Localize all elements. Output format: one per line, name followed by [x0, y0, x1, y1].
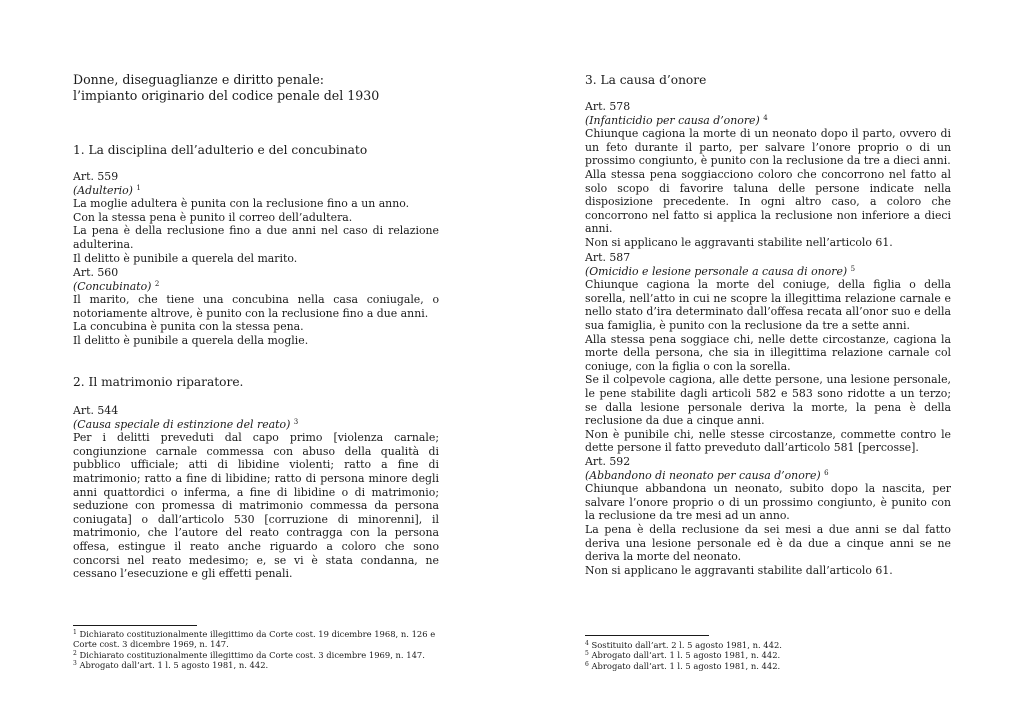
paragraph: Il delitto è punibile a querela della moglie. [73, 333, 309, 347]
paragraph: Chiunque cagiona la morte del coniuge, della figlia o della sorella, nell’atto in cui ne scopre la illegittima relazione carnale e nello stato d’ira determinato dall’offesa recata all’onor suo e della sua famiglia, è punito con la reclusione da tre a sette anni. [585, 278, 951, 332]
paragraph: Il marito, che tiene una concubina nella casa coniugale, o notoriamente altrove, è punito con la reclusione fino a due anni. [73, 293, 439, 320]
article-rubric [585, 114, 951, 128]
paragraph: Non è punibile chi, nelle stesse circostanze, commette contro le dette persone il fatto preveduto dall’articolo 581 [percosse]. [585, 427, 951, 455]
paragraph: Il delitto è punibile a querela del marito. [73, 251, 298, 265]
footnote [73, 660, 445, 670]
footnote-separator [585, 635, 709, 636]
article-rubric-text: (Adulterio) [73, 183, 133, 197]
article-rubric [585, 469, 951, 483]
footnote-ref[interactable]: 4 [763, 113, 768, 122]
paragraph: Chiunque abbandona un neonato, subito dopo la nascita, per salvare l’onore proprio o di un prossimo congiunto, è punito con la reclusione da tre mesi ad un anno. [585, 482, 951, 523]
article-number: Art. 578 [585, 100, 631, 113]
document-title [73, 72, 439, 104]
footnote-number: 3 [73, 660, 77, 668]
paragraph: La pena è della reclusione fino a due anni nel caso di relazione adulterina. [73, 224, 439, 251]
section-heading-1: 1. La disciplina dell’adulterio e del concubinato [73, 143, 368, 157]
footnote-text: Dichiarato costituzionalmente illegittimo da Corte cost. 19 dicembre 1968, n. 126 e Corte cost. 3 dicembre 1969, n. 147. [73, 629, 436, 650]
footnote-text: Abrogato dall’art. 1 l. 5 agosto 1981, n. 442. [591, 660, 781, 671]
paragraph: Con la stessa pena è punito il correo dell’adultera. [73, 210, 353, 224]
article-rubric-text: (Infanticidio per causa d’onore) [585, 113, 760, 127]
article-560 [73, 266, 439, 348]
footnote-number: 4 [585, 640, 589, 647]
document-title-line-1: Donne, diseguaglianze e diritto penale: [73, 72, 325, 87]
footnote-ref[interactable]: 5 [850, 264, 856, 273]
document-title-line-2: l’impianto originario del codice penale del 1930 [73, 88, 380, 103]
footnotes-left [73, 629, 445, 671]
article-544 [73, 404, 439, 581]
paragraph: La pena è della reclusione da sei mesi a due anni se dal fatto deriva una lesione personale ed è da due a cinque anni se ne deriva la morte del neonato. [585, 522, 951, 564]
paragraph: Non si applicano le aggravanti stabilite nell’articolo 61. [585, 235, 893, 249]
article-rubric [73, 418, 439, 432]
article-number: Art. 559 [73, 170, 119, 183]
footnote-ref[interactable]: 3 [293, 417, 299, 426]
paragraph: Alla stessa pena soggiace chi, nelle dette circostanze, cagiona la morte della persona, che sia in illegittima relazione carnale col coniuge, con la figlia o con la sorella. [585, 332, 951, 373]
footnote-number: 2 [73, 649, 77, 657]
footnote-text: Abrogato dall’art. 1 l. 5 agosto 1981, n. 442. [591, 650, 781, 661]
footnote-number: 5 [585, 650, 589, 658]
footnote [585, 650, 957, 660]
article-rubric-text: (Causa speciale di estinzione del reato) [73, 417, 291, 431]
footnote [73, 650, 445, 660]
article-578 [585, 100, 951, 250]
article-rubric [585, 265, 951, 279]
article-rubric-text: (Abbandono di neonato per causa d’onore) [585, 468, 821, 482]
footnote [585, 640, 957, 650]
article-number: Art. 587 [585, 251, 631, 264]
footnote-ref[interactable]: 1 [136, 183, 141, 192]
paragraph: La concubina è punita con la stessa pena. [73, 320, 304, 334]
section-heading-2: 2. Il matrimonio riparatore. [73, 375, 244, 389]
footnote-number: 6 [585, 660, 589, 668]
paragraph: La moglie adultera è punita con la reclusione fino a un anno. [73, 197, 410, 211]
footnote-text: Dichiarato costituzionalmente illegittimo da Corte cost. 3 dicembre 1969, n. 147. [79, 649, 425, 660]
footnote [73, 629, 445, 650]
paragraph: Non si applicano le aggravanti stabilite dall’articolo 61. [585, 563, 893, 577]
article-rubric-text: (Omicidio e lesione personale a causa di onore) [585, 264, 848, 278]
footnotes-right [585, 640, 957, 671]
paragraph: Se il colpevole cagiona, alle dette persone, una lesione personale, le pene stabilite dagli articoli 582 e 583 sono ridotte a un terzo; se dalla lesione personale deriva la morte, la pena è della reclusione da due a cinque anni. [585, 373, 951, 428]
footnote-ref[interactable]: 6 [824, 468, 829, 477]
paragraph: Alla stessa pena soggiacciono coloro che concorrono nel fatto al solo scopo di favorire taluna delle persone indicate nella disposizione precedente. In ogni altro caso, a coloro che concorrono nel fatto si applica la reclusione non inferiore a dieci anni. [585, 167, 951, 236]
section-heading-3: 3. La causa d’onore [585, 73, 707, 87]
footnote-separator [73, 625, 197, 626]
footnote-ref[interactable]: 2 [154, 279, 160, 288]
article-592 [585, 455, 951, 577]
article-587 [585, 251, 951, 455]
article-number: Art. 544 [73, 404, 119, 417]
footnote-text: Sostituito dall’art. 2 l. 5 agosto 1981, n. 442. [591, 640, 782, 650]
footnote-number: 1 [73, 629, 77, 636]
article-number: Art. 560 [73, 266, 119, 279]
paragraph: Per i delitti preveduti dal capo primo [violenza carnale; congiunzione carnale commessa con abuso della qualità di pubblico ufficiale; atti di libidine violenti; ratto a fine di matrimonio; ratto a fine di libidine; ratto di persona minore degli anni quattordici o inferma, a fine di libidine o di matrimonio; seduzione con promessa di matrimonio commessa da persona coniugata] o dall’articolo 530 [corruzione di minorenni], il matrimonio, che l’autore del reato contragga con la persona offesa, estingue il reato anche riguardo a coloro che sono concorsi nel reato medesimo; e, se vi è stata condanna, ne cessano l’esecuzione e gli effetti penali. [73, 431, 439, 581]
footnote [585, 661, 957, 671]
article-rubric [73, 184, 439, 198]
article-number: Art. 592 [585, 455, 631, 468]
article-rubric [73, 280, 439, 294]
footnote-text: Abrogato dall’art. 1 l. 5 agosto 1981, n. 442. [79, 660, 269, 671]
article-559 [73, 170, 439, 265]
article-rubric-text: (Concubinato) [73, 279, 152, 293]
paragraph: Chiunque cagiona la morte di un neonato dopo il parto, ovvero di un feto durante il parto, per salvare l’onore proprio o di un prossimo congiunto, è punito con la reclusione da tre a dieci anni. [585, 127, 951, 168]
